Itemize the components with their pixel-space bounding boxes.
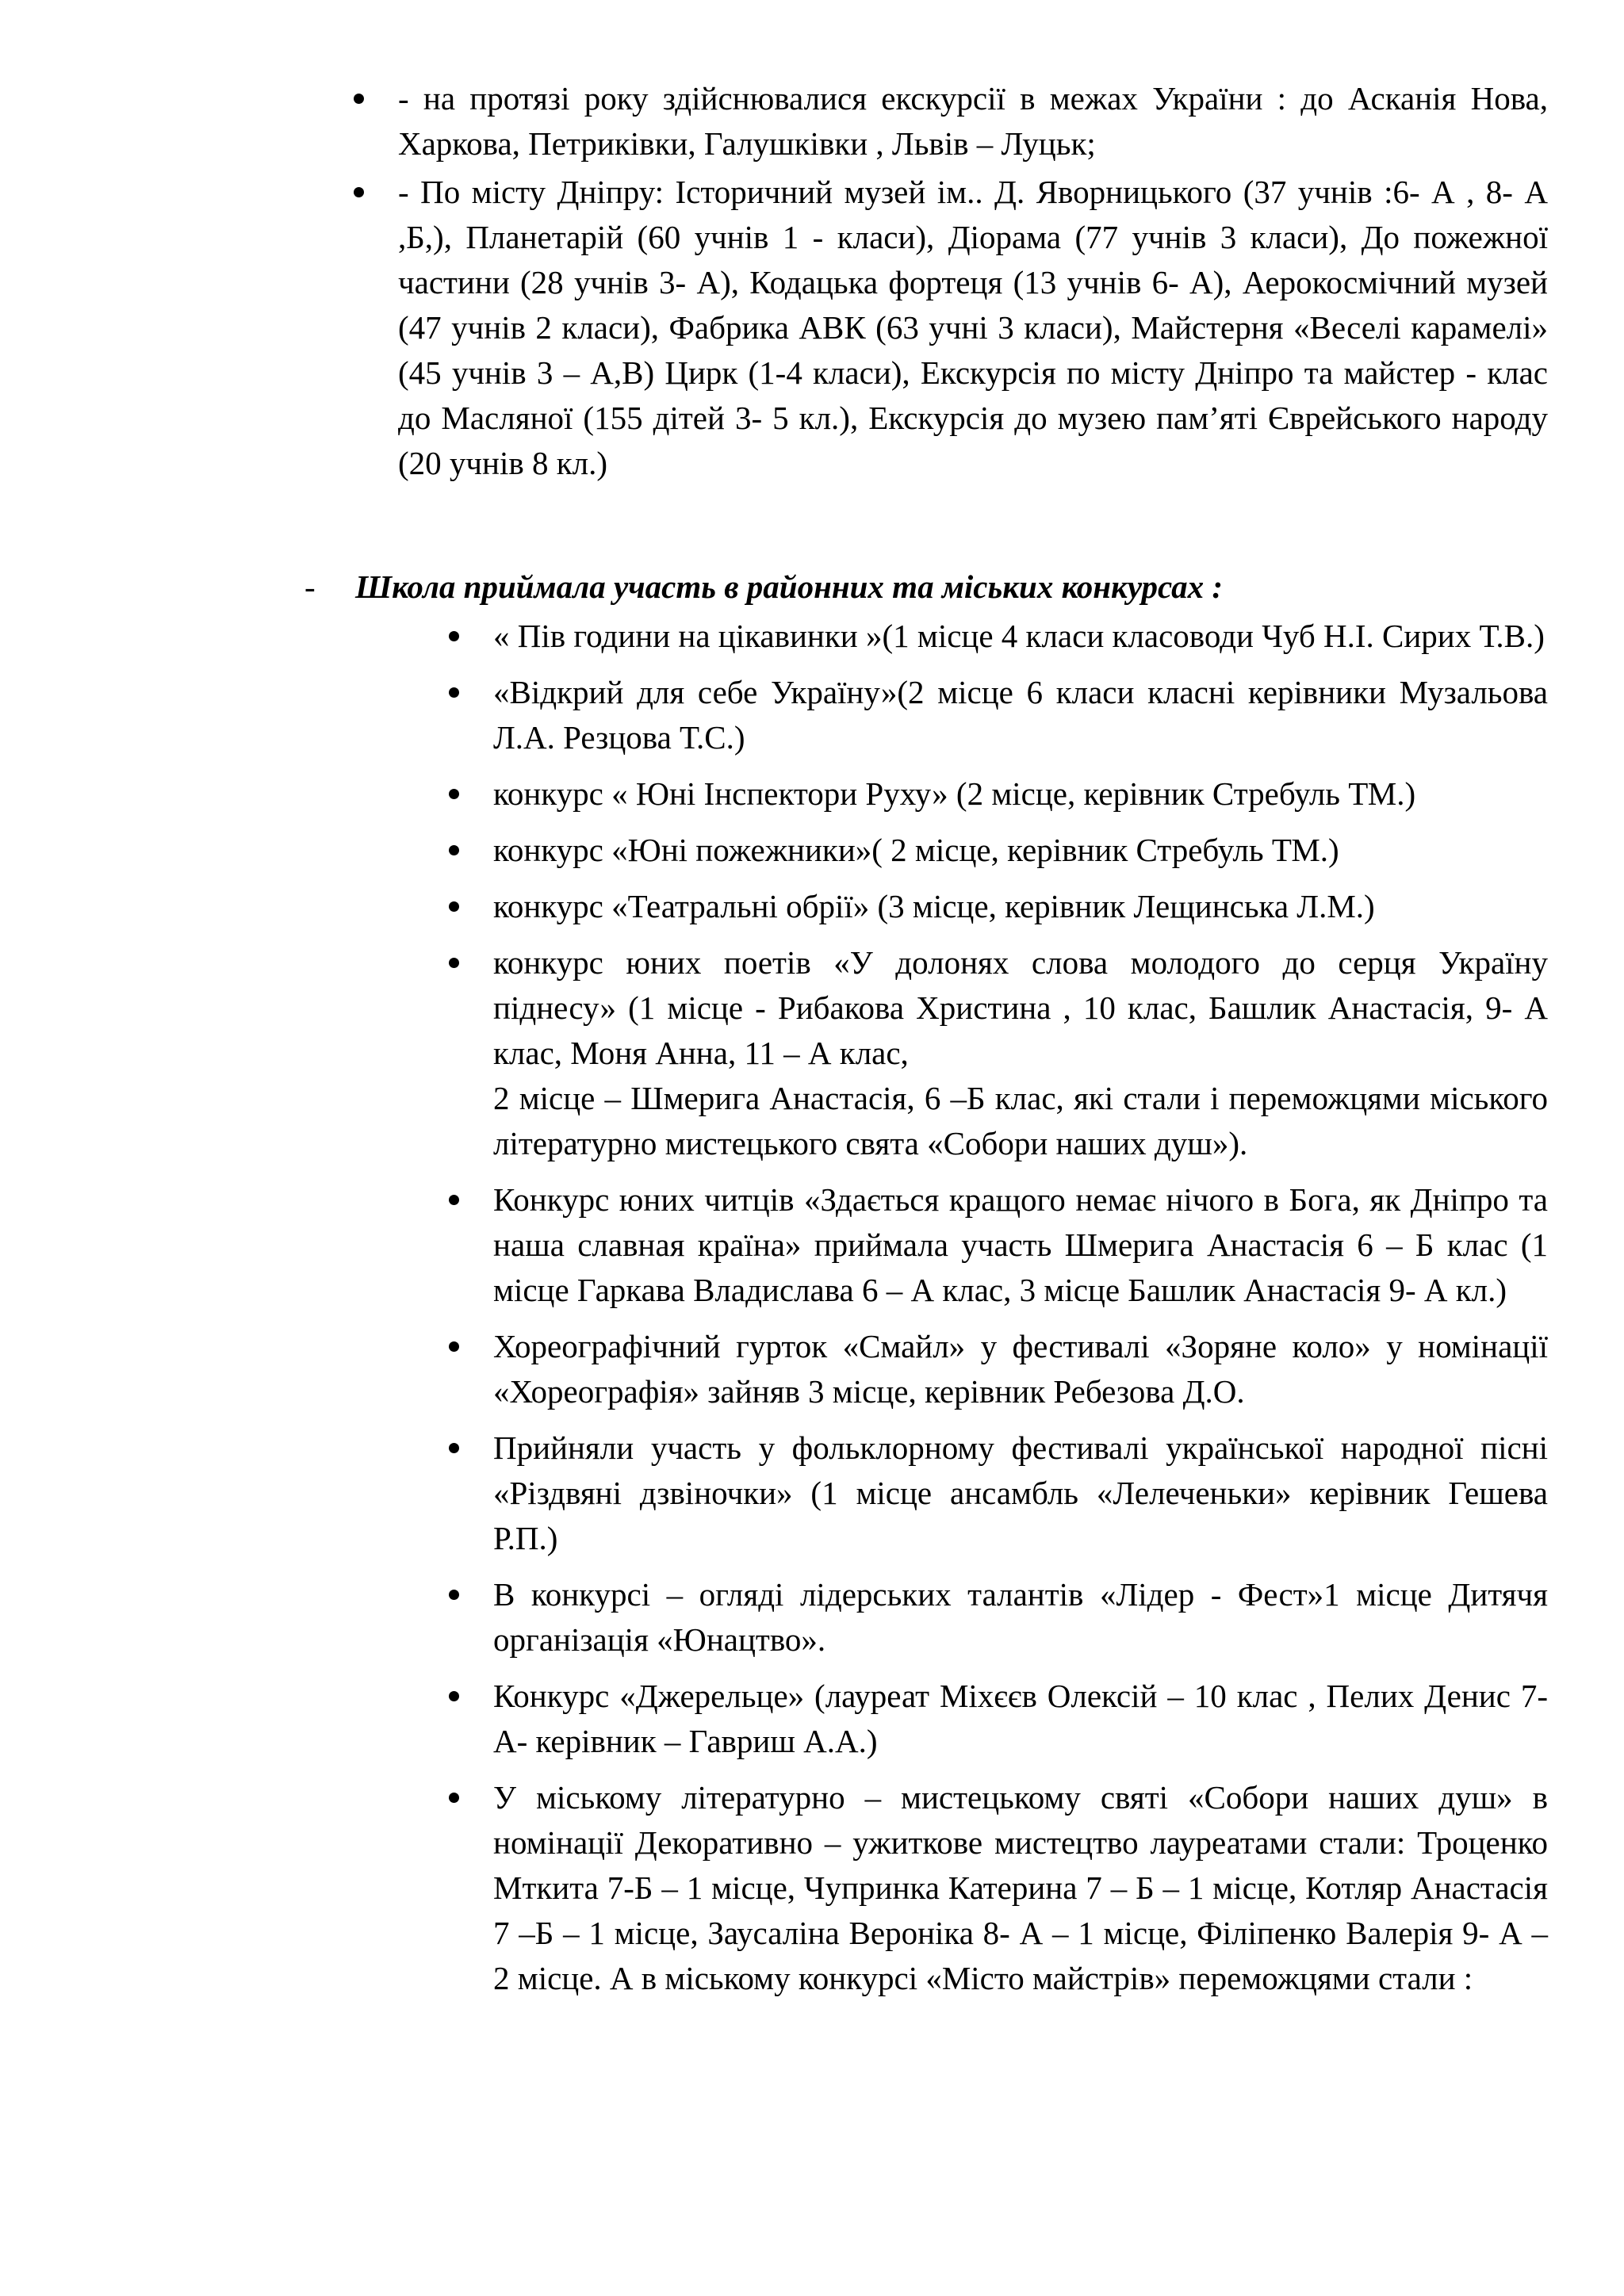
bullet-icon [449,958,459,968]
list-item-text: У міському літературно – мистецькому святі «Собори наших душ» в номінації Декоративно – ужиткове мистецтво лауреатами стали: Троценко Мткита 7-Б – 1 місце, Чупринка Катерина 7 – Б – 1 місце, Котляр Анастасія 7 –Б – 1 місце, Заусаліна Вероніка 8- А – 1 місце, Філіпенко Валерія 9- А – 2 місце. А в міському конкурсі «Місто майстрів» переможцями стали : [493,1779,1548,1996]
list-item-text: - По місту Дніпру: Історичний музей ім.. Д. Яворницького (37 учнів :6- А , 8- А ,Б,), Планетарій (60 учнів 1 - класи), Діорама (77 учнів 3 класи), До пожежної частини (28 учнів 3- А), Кодацька фортеця (13 учнів 6- А), Аерокосмічний музей (47 учнів 2 класи), Фабрика АВК (63 учні 3 класи), Майстерня «Веселі карамелі» (45 учнів 3 – А,В) Цирк (1-4 класи), Екскурсія по місту Дніпро та майстер - клас до Масляної (155 дітей 3- 5 кл.), Екскурсія до музею пам’яті Єврейського народу (20 учнів 8 кл.) [398,174,1548,481]
list-item [0,170,1548,486]
contests-list [0,614,1548,2001]
list-item-text: - на протязі року здійснювалися екскурсії в межах України : до Асканія Нова, Харкова, Петриківки, Галушківки , Львів – Луцьк; [398,80,1548,162]
list-item [0,1572,1548,1663]
list-item-text: Конкурс «Джерельце» (лауреат Міхєєв Олексій – 10 клас , Пелих Денис 7-А- керівник – Гавриш А.А.) [493,1678,1548,1759]
list-item-text: « Пів години на цікавинки »(1 місце 4 класи класоводи Чуб Н.І. Сирих Т.В.) [493,618,1545,654]
bullet-icon [449,1691,459,1701]
list-item-text: конкурс « Юні Інспектори Руху» (2 місце, керівник Стребуль ТМ.) [493,775,1416,812]
list-item [0,1425,1548,1561]
list-item-text: Конкурс юних читців «Здається кращого немає нічого в Бога, як Дніпро та наша славная країна» приймала участь Шмерига Анастасія 6 – Б клас (1 місце Гаркава Владислава 6 – А клас, 3 місце Башлик Анастасія 9- А кл.) [493,1181,1548,1308]
list-item-text: конкурс юних поетів «У долонях слова молодого до серця Україну піднесу» (1 місце - Рибакова Христина , 10 клас, Башлик Анастасія, 9- А клас, Моня Анна, 11 – А клас, 2 місце – Шмерига Анастасія, 6 –Б клас, які стали і переможцями міського літературно мистецького свята «Собори наших душ»). [493,944,1548,1161]
bullet-icon [449,1341,459,1352]
list-item [0,76,1548,166]
list-item-text: В конкурсі – огляді лідерських талантів «Лідер - Фест»1 місце Дитячя організація «Юнацтво». [493,1576,1548,1658]
list-item [0,1177,1548,1313]
list-item [0,828,1548,873]
bullet-icon [449,845,459,855]
heading-title: Школа приймала участь в районних та міських конкурсах : [355,568,1224,605]
list-item-text: Прийняли участь у фольклорному фестивалі української народної пісні «Різдвяні дзвіночки» (1 місце ансамбль «Лелеченьки» керівник Гешева Р.П.) [493,1429,1548,1556]
bullet-icon [449,1195,459,1205]
list-item [0,614,1548,659]
list-item-text: конкурс «Театральні обрії» (3 місце, керівник Лещинська Л.М.) [493,888,1375,924]
bullet-icon [354,187,364,197]
heading-dash: - [304,568,316,605]
list-item [0,1674,1548,1764]
bullet-icon [449,687,459,698]
list-item [0,940,1548,1166]
bullet-icon [449,1443,459,1453]
list-item [0,670,1548,760]
list-item [0,1324,1548,1414]
bullet-icon [449,901,459,912]
list-item [0,1775,1548,2001]
bullet-icon [449,631,459,641]
bullet-icon [449,1590,459,1600]
list-item-text: конкурс «Юні пожежники»( 2 місце, керівник Стребуль ТМ.) [493,832,1339,868]
excursions-list [0,76,1548,486]
list-item [0,771,1548,817]
list-item-text: Хореографічний гурток «Смайл» у фестивалі «Зоряне коло» у номінації «Хореографія» зайняв 3 місце, керівник Ребезова Д.О. [493,1328,1548,1410]
list-item-text: «Відкрий для себе Україну»(2 місце 6 класи класні керівники Музальова Л.А. Резцова Т.С.) [493,674,1548,756]
list-item [0,884,1548,929]
bullet-icon [449,1793,459,1803]
bullet-icon [449,789,459,799]
bullet-icon [354,94,364,104]
